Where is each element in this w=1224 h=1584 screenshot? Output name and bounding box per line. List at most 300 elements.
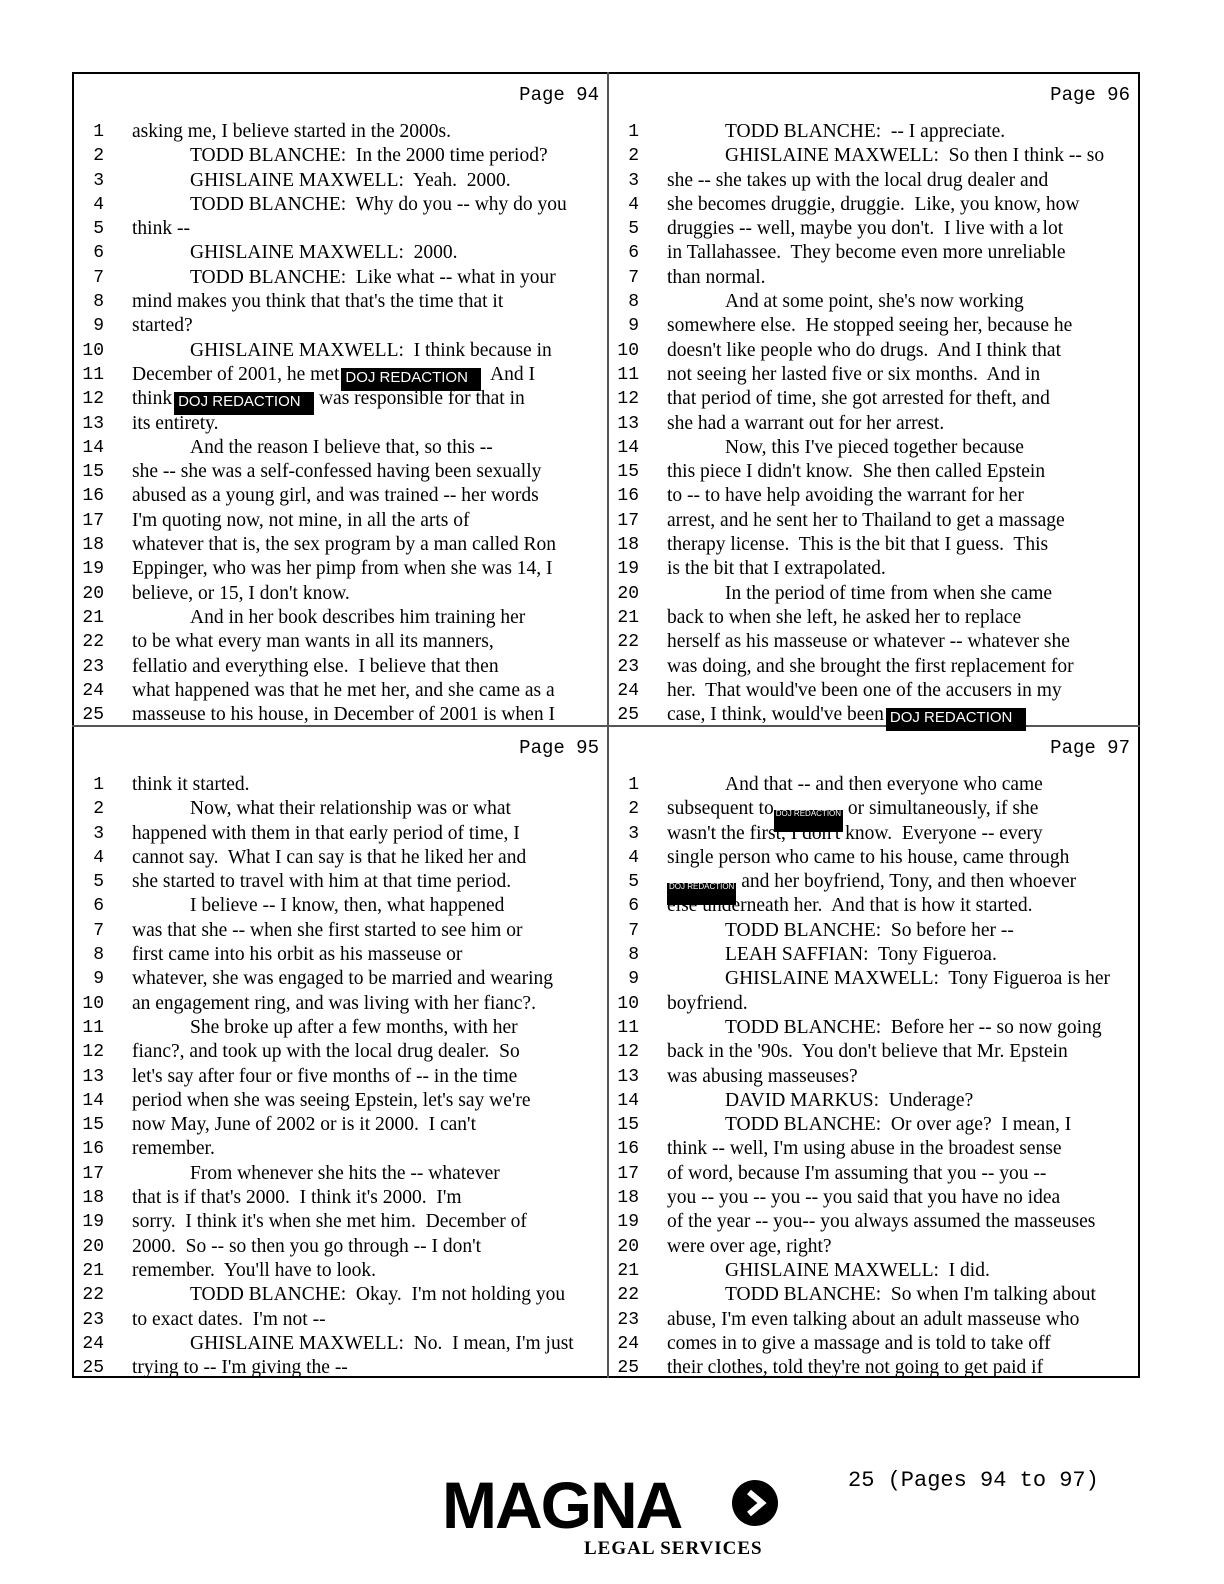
- line-number: 13: [617, 1066, 639, 1087]
- transcript-line: [74, 509, 607, 533]
- line-number: 10: [82, 993, 104, 1014]
- line-text-segment: masseuse to his house, in December of 2001 is when I: [132, 704, 555, 726]
- line-text: [190, 797, 511, 821]
- transcript-line: [74, 1308, 607, 1332]
- line-text: [132, 967, 553, 991]
- transcript-line: [74, 630, 607, 654]
- line-number: 10: [82, 340, 104, 361]
- line-text: [667, 606, 1021, 630]
- line-number: 20: [82, 583, 104, 604]
- redaction-box: DOJ REDACTION: [886, 708, 1026, 731]
- page-number: Page 94: [519, 84, 599, 106]
- line-text: [132, 1308, 326, 1332]
- transcript-line: [609, 582, 1138, 606]
- line-text-after-redaction: or simultaneously, if she: [843, 798, 1039, 820]
- transcript-line: [609, 606, 1138, 630]
- line-number: 16: [617, 486, 639, 507]
- line-number: 14: [617, 437, 639, 458]
- line-text: [132, 655, 499, 679]
- transcript-line: [74, 1040, 607, 1064]
- line-number: 22: [82, 632, 104, 653]
- transcript-line: [609, 1186, 1138, 1210]
- line-text-segment: she had a warrant out for her arrest.: [667, 412, 945, 434]
- line-text-segment: abused as a young girl, and was trained -- her words: [132, 485, 539, 507]
- transcript-line: [74, 1065, 607, 1089]
- redaction-box: DOJ REDACTION: [174, 392, 314, 415]
- line-text-segment: case, I think, would've been: [667, 704, 884, 726]
- line-text: [132, 822, 520, 846]
- line-number: 1: [93, 775, 104, 795]
- line-text-segment: druggies -- well, maybe you don't. I live with a lot: [667, 218, 1064, 240]
- transcript-line: [609, 1332, 1138, 1356]
- line-number: 2: [628, 799, 639, 820]
- line-number: 11: [617, 364, 639, 385]
- transcript-line: [74, 822, 607, 846]
- transcript-line: [609, 533, 1138, 557]
- line-text: [132, 533, 556, 557]
- line-number: 8: [628, 945, 639, 966]
- line-number: 2: [93, 146, 104, 167]
- line-text-segment: think it started.: [132, 774, 250, 795]
- transcript-line: [74, 992, 607, 1016]
- line-text-segment: sorry. I think it's when she met him. December of: [132, 1211, 527, 1233]
- arrow-icon: [732, 1480, 778, 1526]
- line-text-segment: LEAH SAFFIAN: Tony Figueroa.: [725, 944, 997, 966]
- line-text-segment: She broke up after a few months, with her: [190, 1016, 518, 1038]
- line-text-segment: that period of time, she got arrested for theft, and: [667, 388, 1050, 410]
- line-text-segment: of the year -- you-- you always assumed the masseuses: [667, 1211, 1096, 1233]
- line-number: 25: [617, 705, 639, 726]
- transcript-line: [609, 120, 1138, 144]
- transcript-line: [74, 557, 607, 581]
- transcript-line: [609, 1235, 1138, 1259]
- line-number: 9: [628, 969, 639, 990]
- line-text: [190, 193, 567, 217]
- line-text-segment: DAVID MARKUS: Underage?: [725, 1089, 974, 1111]
- line-number: 3: [628, 170, 639, 191]
- line-text: [667, 1332, 1051, 1356]
- line-text: [667, 1162, 1046, 1186]
- line-text: [667, 241, 1066, 265]
- line-text: [667, 460, 1045, 484]
- line-text: [190, 169, 511, 193]
- line-number: 15: [82, 1115, 104, 1136]
- line-text-segment: mind makes you think that that's the time that it: [132, 291, 504, 313]
- redaction-box: DOJ REDACTION: [774, 810, 843, 832]
- line-text: [725, 144, 1104, 168]
- line-number: 12: [617, 389, 639, 410]
- line-number: 11: [82, 1017, 104, 1038]
- transcript-line: [609, 919, 1138, 943]
- line-text-segment: TODD BLANCHE: Okay. I'm not holding you: [190, 1284, 566, 1306]
- line-text: [667, 679, 1062, 703]
- line-text: [725, 1089, 973, 1113]
- transcript-line: [74, 1332, 607, 1356]
- line-text-segment: trying to -- I'm giving the --: [132, 1357, 348, 1379]
- line-text-segment: what happened was that he met her, and she came as a: [132, 679, 555, 701]
- transcript-line: [74, 655, 607, 679]
- transcript-line: [609, 460, 1138, 484]
- transcript-line: [609, 703, 1138, 727]
- line-number: 19: [82, 1212, 104, 1233]
- line-text-segment: to -- to have help avoiding the warrant for her: [667, 485, 1024, 507]
- line-text-after-redaction: was responsible for that in: [314, 388, 525, 410]
- line-number: 20: [617, 1236, 639, 1257]
- transcript-line: [609, 363, 1138, 387]
- transcript-line: [609, 630, 1138, 654]
- line-number: 24: [82, 1333, 104, 1354]
- line-text-segment: were over age, right?: [667, 1235, 832, 1257]
- transcript-line: [609, 1113, 1138, 1137]
- line-text-segment: TODD BLANCHE: Like what -- what in your: [190, 266, 556, 288]
- line-text: [132, 582, 350, 606]
- transcript-line: [74, 797, 607, 821]
- line-text-segment: TODD BLANCHE: In the 2000 time period?: [190, 145, 548, 167]
- transcript-line: [74, 290, 607, 314]
- transcript-line: [74, 703, 607, 727]
- transcript-line: [74, 582, 607, 606]
- line-text-segment: And the reason I believe that, so this --: [190, 436, 493, 458]
- line-number: 6: [628, 896, 639, 917]
- transcript-line: [609, 1162, 1138, 1186]
- line-text-segment: herself as his masseuse or whatever -- whatever she: [667, 631, 1070, 653]
- line-number: 9: [628, 316, 639, 337]
- line-number: 22: [617, 632, 639, 653]
- line-text-segment: not seeing her lasted five or six months. And in: [667, 363, 1041, 385]
- line-number: 12: [617, 1042, 639, 1063]
- transcript-page-94: [74, 74, 607, 725]
- transcript-line: [609, 217, 1138, 241]
- transcript-line: [609, 436, 1138, 460]
- transcript-page-97: [609, 727, 1138, 1379]
- line-number: 5: [628, 219, 639, 240]
- line-text-segment: that is if that's 2000. I think it's 2000. I'm: [132, 1187, 462, 1209]
- line-text-segment: of word, because I'm assuming that you -- you --: [667, 1162, 1047, 1184]
- line-number: 2: [93, 799, 104, 820]
- line-text: [132, 1113, 476, 1137]
- line-text: [667, 557, 886, 581]
- line-text: [132, 773, 250, 797]
- line-text-segment: an engagement ring, and was living with her fianc?.: [132, 992, 536, 1014]
- line-text-segment: TODD BLANCHE: -- I appreciate.: [725, 121, 1006, 142]
- line-number: 17: [617, 510, 639, 531]
- transcript-line: [609, 412, 1138, 436]
- line-text-segment: TODD BLANCHE: Or over age? I mean, I: [725, 1114, 1072, 1136]
- line-text-after-redaction: And I: [481, 363, 536, 385]
- line-number: 24: [617, 1333, 639, 1354]
- transcript-line: [609, 144, 1138, 168]
- line-text-segment: whatever that is, the sex program by a man called Ron: [132, 534, 556, 556]
- line-number: 9: [93, 316, 104, 337]
- line-number: 8: [628, 292, 639, 313]
- line-number: 17: [617, 1163, 639, 1184]
- line-text: [667, 217, 1063, 241]
- line-text-segment: her. That would've been one of the accusers in my: [667, 679, 1062, 701]
- line-text: [667, 1235, 832, 1259]
- transcript-line: [609, 339, 1138, 363]
- line-number: 25: [82, 705, 104, 726]
- line-text-segment: And that -- and then everyone who came: [725, 774, 1043, 795]
- transcript-line: [74, 606, 607, 630]
- line-text: [132, 557, 553, 581]
- transcript-lines: [609, 773, 1138, 1380]
- line-number: 16: [617, 1139, 639, 1160]
- line-number: 5: [93, 872, 104, 893]
- line-text: [667, 822, 1043, 846]
- line-number: 19: [82, 559, 104, 580]
- line-number: 5: [93, 219, 104, 240]
- line-text: [190, 894, 504, 918]
- line-number: 18: [617, 1188, 639, 1209]
- line-text: [725, 773, 1043, 797]
- transcript-line: [609, 1308, 1138, 1332]
- transcript-line: [609, 943, 1138, 967]
- line-text-segment: GHISLAINE MAXWELL: Tony Figueroa is her: [725, 968, 1110, 990]
- line-text: [667, 1356, 1043, 1380]
- line-text-segment: was abusing masseuses?: [667, 1065, 858, 1087]
- line-number: 25: [617, 1358, 639, 1379]
- transcript-line: [609, 1259, 1138, 1283]
- line-text: [667, 846, 1069, 870]
- line-text-segment: abuse, I'm even talking about an adult masseuse who: [667, 1308, 1080, 1330]
- logo-subtitle: LEGAL SERVICES: [584, 1538, 763, 1559]
- line-text-segment: remember. You'll have to look.: [132, 1259, 376, 1281]
- transcript-line: [74, 919, 607, 943]
- line-number: 19: [617, 559, 639, 580]
- line-text-segment: their clothes, told they're not going to get paid if: [667, 1357, 1044, 1379]
- line-number: 4: [93, 847, 104, 868]
- line-number: 24: [82, 680, 104, 701]
- transcript-line: [74, 266, 607, 290]
- line-text-segment: first came into his orbit as his masseuse or: [132, 944, 463, 966]
- line-text-segment: remember.: [132, 1138, 215, 1160]
- line-text-segment: started?: [132, 315, 193, 337]
- line-number: 15: [617, 1115, 639, 1136]
- transcript-line: [74, 120, 607, 144]
- transcript-line: [74, 144, 607, 168]
- line-text-segment: GHISLAINE MAXWELL: So then I think -- so: [725, 145, 1105, 167]
- transcript-line: [609, 387, 1138, 411]
- line-text: [132, 484, 539, 508]
- transcript-line: [609, 894, 1138, 918]
- transcript-line: [74, 1137, 607, 1161]
- line-text-segment: doesn't like people who do drugs. And I think that: [667, 339, 1062, 361]
- transcript-line: [609, 967, 1138, 991]
- line-text-segment: this piece I didn't know. She then called Epstein: [667, 461, 1046, 483]
- transcript-line: [609, 290, 1138, 314]
- line-text: [132, 1259, 376, 1283]
- redaction-box: DOJ REDACTION: [667, 883, 736, 905]
- line-text-segment: fianc?, and took up with the local drug dealer. So: [132, 1041, 520, 1063]
- line-text: [667, 1308, 1079, 1332]
- line-text: [132, 509, 470, 533]
- line-text-segment: TODD BLANCHE: Why do you -- why do you: [190, 193, 567, 215]
- line-text: [190, 339, 552, 363]
- line-number: 11: [82, 364, 104, 385]
- line-number: 23: [82, 1309, 104, 1330]
- line-number: 2: [628, 146, 639, 167]
- line-text-segment: I'm quoting now, not mine, in all the arts of: [132, 509, 470, 531]
- line-text-segment: somewhere else. He stopped seeing her, because he: [667, 315, 1073, 337]
- line-text: [132, 460, 541, 484]
- line-text: [725, 919, 1014, 943]
- line-text: [132, 703, 555, 727]
- line-text-segment: than normal.: [667, 266, 766, 288]
- line-text: [190, 1162, 500, 1186]
- line-text-segment: asking me, I believe started in the 2000s.: [132, 121, 451, 142]
- line-text: [190, 1332, 574, 1356]
- line-number: 7: [628, 267, 639, 288]
- line-text: [132, 412, 218, 436]
- line-text: [132, 1065, 517, 1089]
- logo-wordmark: MAGNA: [442, 1468, 682, 1542]
- line-text-segment: comes in to give a massage and is told to take off: [667, 1332, 1051, 1354]
- line-text-segment: wasn't the first, I don't know. Everyone -- every: [667, 822, 1043, 844]
- line-number: 21: [617, 607, 639, 628]
- line-number: 3: [628, 823, 639, 844]
- line-text: [132, 1356, 348, 1380]
- transcript-line: [74, 846, 607, 870]
- line-text: [667, 630, 1070, 654]
- line-number: 1: [93, 122, 104, 142]
- line-number: 20: [82, 1236, 104, 1257]
- line-text-after-redaction: and her boyfriend, Tony, and then whoever: [736, 871, 1077, 893]
- line-text-segment: is the bit that I extrapolated.: [667, 558, 886, 580]
- transcript-line: [609, 169, 1138, 193]
- line-number: 13: [82, 1066, 104, 1087]
- transcript-line: [74, 773, 607, 797]
- line-text-segment: therapy license. This is the bit that I guess. This: [667, 534, 1049, 556]
- transcript-lines: [609, 120, 1138, 727]
- transcript-line: [609, 314, 1138, 338]
- line-text: [725, 1283, 1096, 1307]
- line-number: 14: [82, 1090, 104, 1111]
- line-number: 23: [82, 656, 104, 677]
- transcript-line: [609, 1137, 1138, 1161]
- line-text-segment: was that she -- when she first started to see him or: [132, 919, 523, 941]
- line-text: [190, 436, 493, 460]
- line-text-segment: else underneath her. And that is how it started.: [667, 895, 1033, 917]
- line-text: [190, 1016, 518, 1040]
- line-text-segment: happened with them in that early period of time, I: [132, 822, 520, 844]
- line-number: 13: [617, 413, 639, 434]
- line-text-segment: she becomes druggie, druggie. Like, you know, how: [667, 193, 1080, 215]
- transcript-line: [74, 169, 607, 193]
- transcript-line: [609, 797, 1138, 821]
- line-text-segment: Now, this I've pieced together because: [725, 436, 1024, 458]
- line-text: [132, 919, 522, 943]
- transcript-page-96: [609, 74, 1138, 725]
- line-number: 19: [617, 1212, 639, 1233]
- line-text-segment: think --: [132, 218, 190, 240]
- line-text: [667, 363, 1040, 387]
- line-number: 1: [628, 122, 639, 142]
- transcript-line: [74, 1235, 607, 1259]
- transcript-line: [609, 992, 1138, 1016]
- line-number: 15: [82, 462, 104, 483]
- transcript-line: [609, 241, 1138, 265]
- line-text: [725, 1016, 1102, 1040]
- transcript-line: [74, 1113, 607, 1137]
- line-text-segment: Eppinger, who was her pimp from when she was 14, I: [132, 558, 553, 580]
- transcript-line: [74, 533, 607, 557]
- line-text: [667, 992, 748, 1016]
- line-text-segment: period when she was seeing Epstein, let's say we're: [132, 1089, 531, 1111]
- transcript-line: [74, 217, 607, 241]
- line-text-segment: think -- well, I'm using abuse in the broadest sense: [667, 1138, 1062, 1160]
- line-text-segment: whatever, she was engaged to be married and wearing: [132, 968, 554, 990]
- line-text: [132, 1210, 527, 1234]
- line-number: 22: [82, 1285, 104, 1306]
- line-text: [667, 894, 1033, 918]
- line-number: 23: [617, 1309, 639, 1330]
- transcript-line: [609, 870, 1138, 894]
- transcript-line: [74, 387, 607, 411]
- transcript-line: [609, 846, 1138, 870]
- transcript-line: [74, 894, 607, 918]
- line-number: 4: [628, 847, 639, 868]
- transcript-line: [74, 363, 607, 387]
- line-text: [132, 1186, 462, 1210]
- transcript-line: [609, 1016, 1138, 1040]
- transcript-line: [74, 460, 607, 484]
- line-text: [667, 655, 1074, 679]
- line-number: 15: [617, 462, 639, 483]
- line-text-segment: And at some point, she's now working: [725, 291, 1024, 313]
- redaction-box: DOJ REDACTION: [341, 368, 481, 391]
- transcript-line: [609, 1283, 1138, 1307]
- line-text: [132, 992, 536, 1016]
- transcript-line: [74, 484, 607, 508]
- line-text: [725, 1259, 990, 1283]
- transcript-line: [74, 1162, 607, 1186]
- line-text-segment: GHISLAINE MAXWELL: No. I mean, I'm just: [190, 1332, 574, 1354]
- line-text-segment: TODD BLANCHE: So when I'm talking about: [725, 1284, 1096, 1306]
- line-text: [132, 679, 555, 703]
- line-text: [725, 1113, 1071, 1137]
- line-number: 14: [617, 1090, 639, 1111]
- line-text-segment: she -- she was a self-confessed having been sexually: [132, 461, 542, 483]
- line-text-segment: I believe -- I know, then, what happened: [190, 895, 505, 917]
- line-number: 10: [617, 993, 639, 1014]
- line-text: [667, 339, 1061, 363]
- line-text-segment: TODD BLANCHE: So before her --: [725, 919, 1014, 941]
- line-text-segment: back in the '90s. You don't believe that Mr. Epstein: [667, 1041, 1068, 1063]
- line-text: [667, 387, 1050, 411]
- line-number: 16: [82, 486, 104, 507]
- line-number: 21: [82, 1260, 104, 1281]
- transcript-line: [609, 193, 1138, 217]
- line-text-segment: to be what every man wants in all its manners,: [132, 631, 494, 653]
- line-number: 21: [82, 607, 104, 628]
- line-number: 24: [617, 680, 639, 701]
- line-text: [132, 1040, 520, 1064]
- line-text-segment: you -- you -- you -- you said that you have no idea: [667, 1187, 1061, 1209]
- transcript-line: [74, 1016, 607, 1040]
- line-text-segment: fellatio and everything else. I believe that then: [132, 655, 499, 677]
- line-number: 4: [93, 194, 104, 215]
- line-text: [190, 1283, 565, 1307]
- line-text-segment: was doing, and she brought the first replacement for: [667, 655, 1074, 677]
- transcript-line: [74, 193, 607, 217]
- line-text: [667, 193, 1079, 217]
- line-text: [190, 144, 548, 168]
- line-text: [725, 436, 1024, 460]
- line-text-segment: GHISLAINE MAXWELL: I think because in: [190, 339, 552, 361]
- line-text: [132, 1137, 215, 1161]
- line-text: [190, 266, 556, 290]
- line-text: [132, 314, 193, 338]
